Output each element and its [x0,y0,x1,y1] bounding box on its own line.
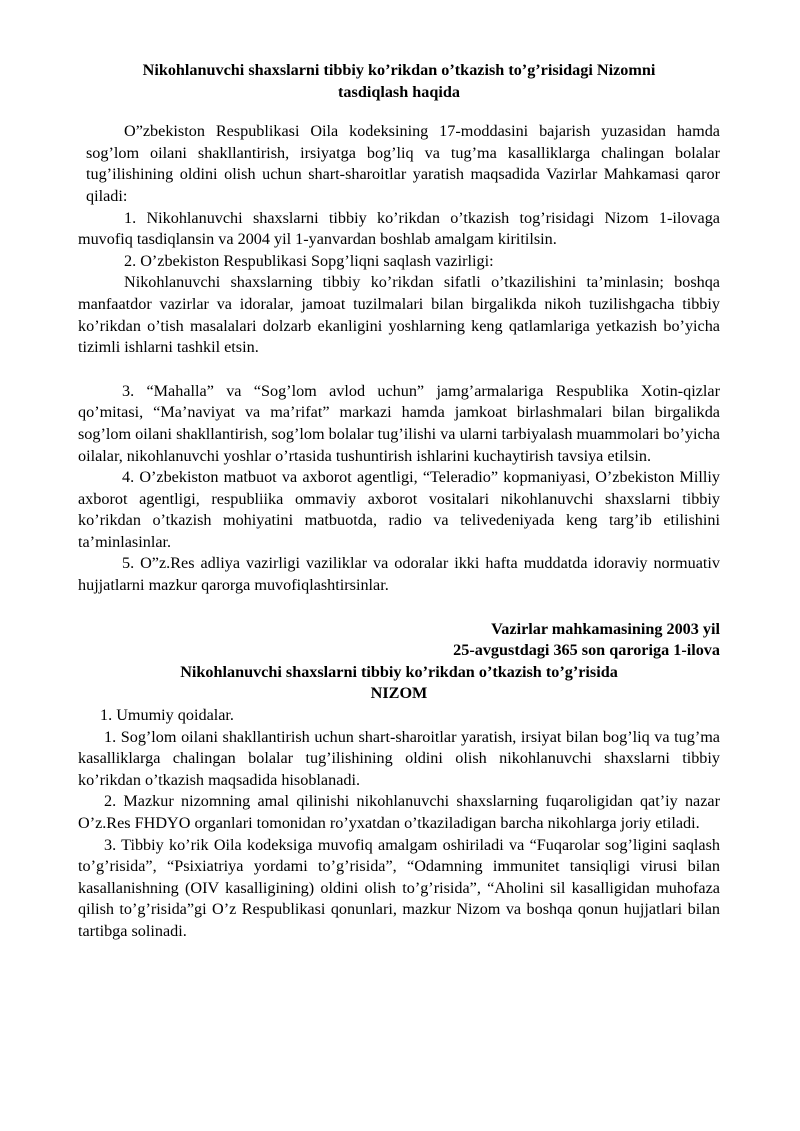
appendix-ref-line-2: 25-avgustdagi 365 son qaroriga 1-ilova [453,641,720,660]
nizom-heading: NIZOM [370,684,428,703]
spacer [78,597,720,619]
section-heading: 1. Umumiy qoidalar. [100,706,234,725]
item-1: 1. Nikohlanuvchi shaxslarni tibbiy ko’rikdan o’tkazish tog’risidagi Nizom 1-ilovaga muvofiq tasdiqlansin va 2004 yil 1-yanvardan boshlab amalgam kiritilsin. [78,208,720,249]
title-line-1: Nikohlanuvchi shaxslarni tibbiy ko’rikdan o’tkazish to’g’risidagi Nizomni [142,61,656,79]
item-4: 4. O’zbekiston matbuot va axborot agentligi, “Teleradio” kopmaniyasi, O’zbekiston Milliy axborot agentligi, respubliika ommaviy axborot vositalari nikohlanuvchi shaxslarni tibbiy ko’rikdan o’tkazish mohiyatini matbuotda, radio va telivedeniyada keng targ’ib etilishini ta’minlasinlar. [78,468,720,551]
point-3: 3. Tibbiy ko’rik Oila kodeksiga muvofiq amalgam oshiriladi va “Fuqarolar sog’ligini saqlash to’g’risida”, “Psixiatriya yordami to’g’risida”, “Odamning immunitet tansiqligi virusi bilan kasallanishning (OIV kasalligining) oldini olish to’g’risida”, “Aholini sil kasalligidan muhofaza qilish to’g’risida”gi O’z Respublikasi qonunlari, mazkur Nizom va boshqa qonun hujjatlari bilan tartibga solinadi. [78,835,720,940]
item-3: 3. “Mahalla” va “Sog’lom avlod uchun” jamg’armalariga Respublika Xotin-qizlar qo’mitasi, “Ma’naviyat va ma’rifat” markazi hamda jamkoat birlashmalari bilan birgalikda sog’lom oilani shakllantirish, sog’lom bolalar tug’ilishi va ularni tarbiyalash muammolari bo’yicha oilalar, nikohlanuvchi yoshlar o’rtasida tushuntirish ishlarini kuchaytirish tavsiya etilsin. [78,381,720,465]
spacer [78,359,720,381]
point-2: 2. Mazkur nizomning amal qilinishi nikohlanuvchi shaxslarning fuqaroligidan qat’iy nazar O’z.Res FHDYO organlari tomonidan ro’yxatdan o’tkaziladigan barcha nikohlarga joriy etiladi. [78,792,720,832]
item-2-body: Nikohlanuvchi shaxslarning tibbiy ko’rikdan sifatli o’tkazilishini ta’minlasin; boshqa manfaatdor vazirlar va idoralar, jamoat tuzilmalari bilan birgalikda nikoh tuzilishgacha tibbiy ko’rikdan o’tish masalalari dolzarb ekanligini yoshlarning keng qatlamlariga yetkazish bo’yicha tizimli ishlarni tashkil etsin. [78,273,720,357]
item-2: 2. O’zbekiston Respublikasi Sopg’liqni saqlash vazirligi: [124,251,494,270]
intro-paragraph: O”zbekiston Respublikasi Oila kodeksining 17-moddasini bajarish yuzasidan hamda sog’lom oilani shakllantirish, irsiyatga bog’liq va tug’ma kasalliklarga chalingan bolalar tug’ilishining oldini olish uchun shart-sharoitlar yaratish maqsadida Vazirlar Mahkamasi qaror qiladi: [86,122,720,205]
title-line-2: tasdiqlash haqida [338,82,460,101]
appendix-ref-line-1: Vazirlar mahkamasining 2003 yil [491,619,720,638]
appendix-title: Nikohlanuvchi shaxslarni tibbiy ko’rikdan o’tkazish to’g’risida [180,662,618,681]
document-title [78,60,720,103]
item-5: 5. O”z.Res adliya vazirligi vaziliklar va odoralar ikki hafta muddatda idoraviy normuativ hujjatlarni mazkur qarorga muvofiqlashtirsinlar. [78,554,720,595]
point-1: 1. Sog’lom oilani shakllantirish uchun shart-sharoitlar yaratish, irsiyat bilan bog’liq va tug’ma kasalliklarga chalingan bolalar tug’ilishining oldini olish nikohlanuvchi shaxslarni tibbiy ko’rikdan o’tkazish maqsadida hisoblanadi. [78,727,720,789]
